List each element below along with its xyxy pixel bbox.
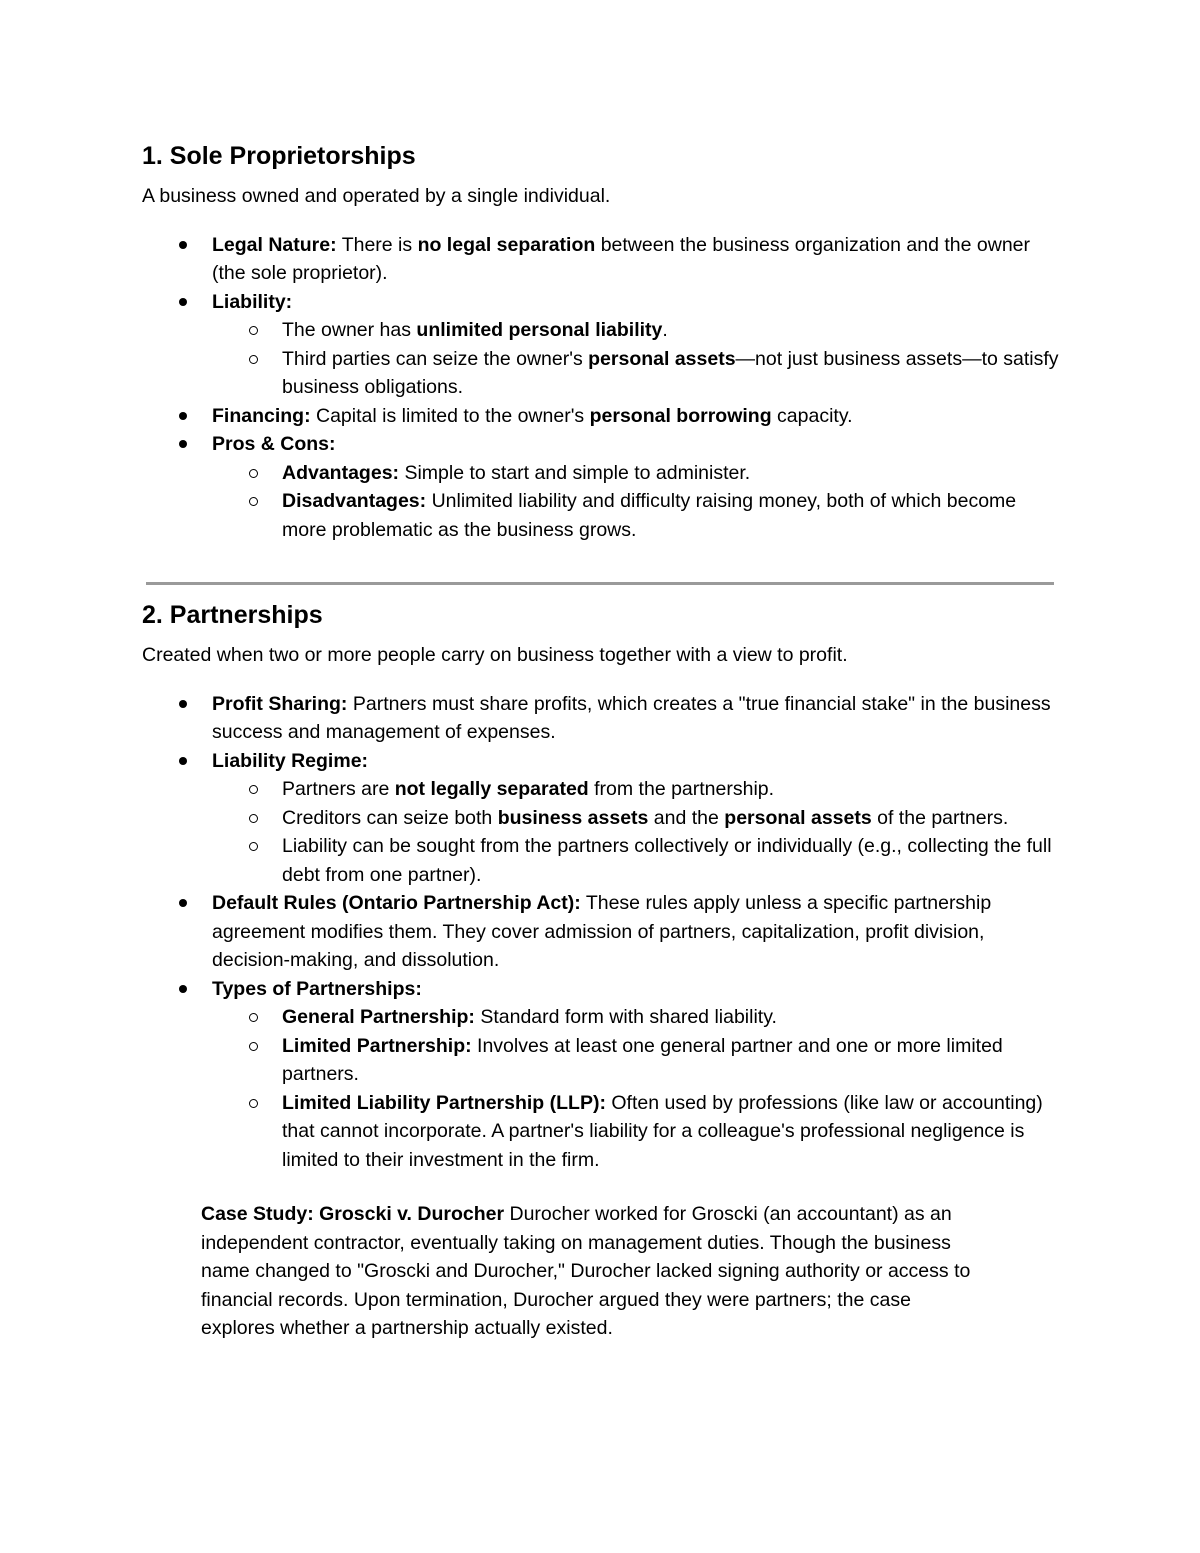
- list-item-financing: Financing: Capital is limited to the owner's personal borrowing capacity.: [142, 402, 1062, 431]
- bullet-icon: [179, 757, 187, 765]
- item-label: Liability Regime:: [212, 749, 369, 772]
- list-item-liability-regime: [142, 747, 1062, 890]
- sole-proprietorship-list: [142, 231, 1062, 545]
- document-page: [142, 140, 1062, 1343]
- hollow-bullet-icon: [249, 326, 258, 335]
- hollow-bullet-icon: [249, 469, 258, 478]
- list-item-default-rules: Default Rules (Ontario Partnership Act): These rules apply unless a specific partnership agreement modifies them. They cover admission of partners, capitalization, profit division, decision-making, and dissolution.: [142, 889, 1062, 975]
- item-label: Liability:: [212, 290, 293, 313]
- sub-list-item: Disadvantages: Unlimited liability and difficulty raising money, both of which become more problematic as the business grows.: [212, 487, 1062, 544]
- item-label: Default Rules (Ontario Partnership Act):: [212, 892, 581, 914]
- hollow-bullet-icon: [249, 1042, 258, 1051]
- sub-list-item: Creditors can seize both business assets and the personal assets of the partners.: [212, 804, 1062, 833]
- sub-list: [212, 775, 1062, 889]
- hollow-bullet-icon: [249, 814, 258, 823]
- list-item-liability: [142, 288, 1062, 402]
- case-study-label: Case Study: Groscki v. Durocher: [201, 1203, 505, 1225]
- hollow-bullet-icon: [249, 1013, 258, 1022]
- section-intro: Created when two or more people carry on business together with a view to profit.: [142, 644, 848, 666]
- horizontal-divider: [146, 582, 1054, 585]
- hollow-bullet-icon: [249, 785, 258, 794]
- bullet-icon: [179, 985, 187, 993]
- section-heading-partnerships: 2. Partnerships: [142, 601, 323, 629]
- item-label: Legal Nature:: [212, 233, 337, 256]
- sub-list: [212, 459, 1062, 545]
- section-intro: A business owned and operated by a single individual.: [142, 185, 611, 207]
- sub-list-item: Third parties can seize the owner's personal assets—not just business assets—to satisfy business obligations.: [212, 345, 1062, 402]
- item-label: Financing:: [212, 404, 311, 427]
- bullet-icon: [179, 700, 187, 708]
- sub-list-item: Liability can be sought from the partners collectively or individually (e.g., collecting the full debt from one partner).: [212, 832, 1062, 889]
- sub-list-item: Limited Partnership: Involves at least one general partner and one or more limited partners.: [212, 1032, 1062, 1089]
- sub-list-item: Advantages: Simple to start and simple to administer.: [212, 459, 1062, 488]
- bullet-icon: [179, 412, 187, 420]
- sub-list: [212, 316, 1062, 402]
- bullet-icon: [179, 241, 187, 249]
- sub-list: [212, 1003, 1062, 1174]
- hollow-bullet-icon: [249, 497, 258, 506]
- sub-list-item: The owner has unlimited personal liability.: [212, 316, 1062, 345]
- item-label: Pros & Cons:: [212, 433, 336, 455]
- sub-list-item: Partners are not legally separated from the partnership.: [212, 775, 1062, 804]
- item-label: Profit Sharing:: [212, 692, 348, 715]
- bullet-icon: [179, 298, 187, 306]
- item-label: Types of Partnerships:: [212, 977, 422, 1000]
- partnership-list: [142, 690, 1062, 1175]
- hollow-bullet-icon: [249, 1099, 258, 1108]
- section-heading-sole-proprietorships: 1. Sole Proprietorships: [142, 142, 416, 170]
- case-study-text: Durocher worked for Groscki (an accountant) as an independent contractor, eventually taking on management duties. Though the business name changed to "Groscki and Durocher," Durocher lacked signing authority or access to financial records. Upon termination, Durocher argued they were partners; the case explores whether a partnership actually existed.: [201, 1203, 971, 1339]
- list-item-types: [142, 975, 1062, 1175]
- sub-list-item: Limited Liability Partnership (LLP): Often used by professions (like law or accounting) that cannot incorporate. A partner's liability for a colleague's professional negligence is limited to their investment in the firm.: [212, 1089, 1062, 1175]
- list-item-legal-nature: Legal Nature: There is no legal separation between the business organization and the owner (the sole proprietor).: [142, 231, 1062, 288]
- bullet-icon: [179, 440, 187, 448]
- case-study-paragraph: [201, 1200, 981, 1343]
- bullet-icon: [179, 899, 187, 907]
- list-item-profit-sharing: Profit Sharing: Partners must share profits, which creates a "true financial stake" in the business success and management of expenses.: [142, 690, 1062, 747]
- hollow-bullet-icon: [249, 355, 258, 364]
- hollow-bullet-icon: [249, 842, 258, 851]
- list-item-pros-cons: [142, 430, 1062, 544]
- sub-list-item: General Partnership: Standard form with shared liability.: [212, 1003, 1062, 1032]
